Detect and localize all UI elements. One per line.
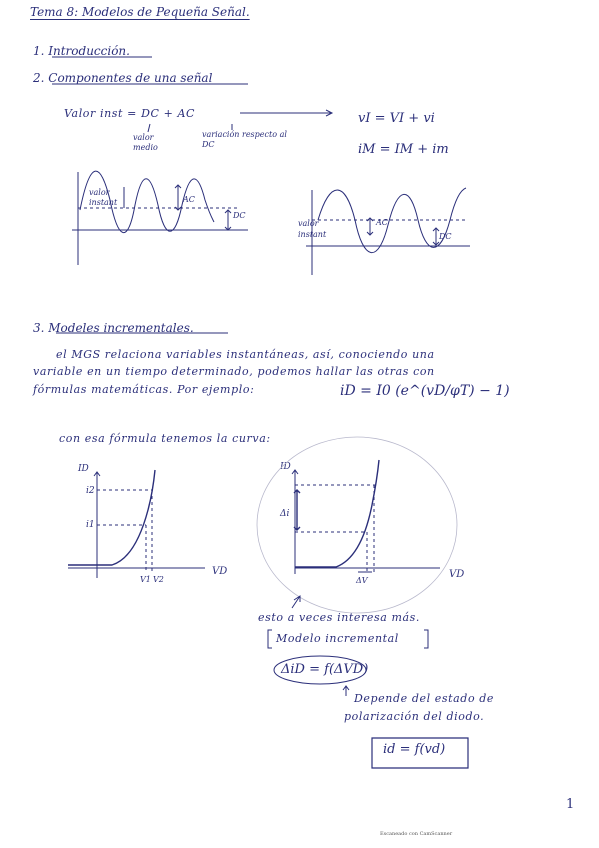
- current-equation: iM = IM + im: [358, 142, 449, 157]
- paragraph-line-1: el MGS relaciona variables instantáneas, así, conociendo una: [56, 348, 435, 361]
- bracket-right: [424, 630, 428, 648]
- scanner-footer: Escaneado con CamScanner: [380, 831, 453, 837]
- voltage-equation: vI = VI + vi: [358, 111, 435, 126]
- plot1-sine-wave: [80, 171, 214, 232]
- plot1-label-dc: DC: [233, 211, 246, 220]
- arrow-right-icon: [240, 110, 332, 116]
- depende-arrow: [343, 686, 349, 696]
- plot1-label-valor: valor: [89, 188, 110, 197]
- plot2-dc-arrow: [433, 228, 439, 245]
- modelo-incremental-label: Modelo incremental: [276, 632, 399, 645]
- plot1-dc-arrow: [225, 210, 231, 230]
- plot1-ac-arrow: [175, 185, 181, 210]
- plot2-label-ac: AC: [376, 218, 388, 227]
- graph-left-i2-label: i2: [86, 486, 95, 496]
- plot2-label-valor: valor: [298, 219, 319, 228]
- plot2-label-instant: instant: [298, 230, 327, 239]
- graph-right-delta-v-label: ΔV: [356, 576, 368, 585]
- graph-left-x-label: VD: [212, 566, 228, 577]
- arrow-up-icon: [148, 124, 150, 132]
- bracket-left: [268, 630, 272, 648]
- curve-intro-text: con esa fórmula tenemos la curva:: [59, 432, 271, 445]
- final-formula-box: [372, 738, 468, 768]
- paragraph-line-3: fórmulas matemáticas. Por ejemplo:: [33, 383, 255, 396]
- valor-inst-equation: Valor inst = DC + AC: [64, 107, 196, 120]
- variacion-note: variación respecto al DC: [202, 130, 287, 150]
- paragraph-line-2: variable en un tiempo determinado, podemos hallar las otras con: [33, 365, 435, 378]
- section-2-heading: 2. Componentes de una señal: [33, 71, 213, 85]
- section-3-heading: 3. Modeles incrementales.: [33, 321, 194, 335]
- graph-left-y-label: ID: [78, 464, 89, 474]
- graph-left-i1-label: i1: [86, 520, 95, 530]
- depende-line-1: Depende del estado de: [354, 692, 495, 705]
- note-pointer-arrow: [292, 596, 300, 608]
- graph-left-curve: [68, 470, 155, 565]
- delta-formula: ΔiD = f(ΔVD): [281, 662, 369, 677]
- valor-medio-note: valor medio: [133, 133, 158, 153]
- graph-right-curve: [295, 460, 379, 567]
- graph-right-delta-i-label: Δi: [280, 509, 290, 519]
- delta-formula-circle: [274, 656, 369, 684]
- plot2-label-dc: DC: [439, 232, 452, 241]
- plot2-ac-arrow: [367, 218, 373, 235]
- graph-left-v1-label: V1: [140, 575, 151, 584]
- graph-right-x-label: VD: [449, 569, 465, 580]
- plot1-label-instant: instant: [89, 198, 118, 207]
- final-formula: id = f(vd): [383, 742, 446, 757]
- section-1-heading: 1. Introducción.: [33, 44, 130, 58]
- interesa-note: esto a veces interesa más.: [258, 611, 421, 624]
- graph-right-highlight-circle: [257, 437, 457, 613]
- plot1-label-ac: AC: [183, 195, 195, 204]
- depende-line-2: polarización del diodo.: [344, 710, 485, 723]
- page-number: 1: [566, 797, 575, 812]
- graph-right-y-label: ID: [280, 462, 291, 472]
- graph-left-v2-label: V2: [153, 575, 164, 584]
- diode-equation: iD = I0 (e^(vD/φT) − 1): [340, 383, 510, 399]
- page-title: Tema 8: Modelos de Pequeña Señal.: [30, 5, 250, 19]
